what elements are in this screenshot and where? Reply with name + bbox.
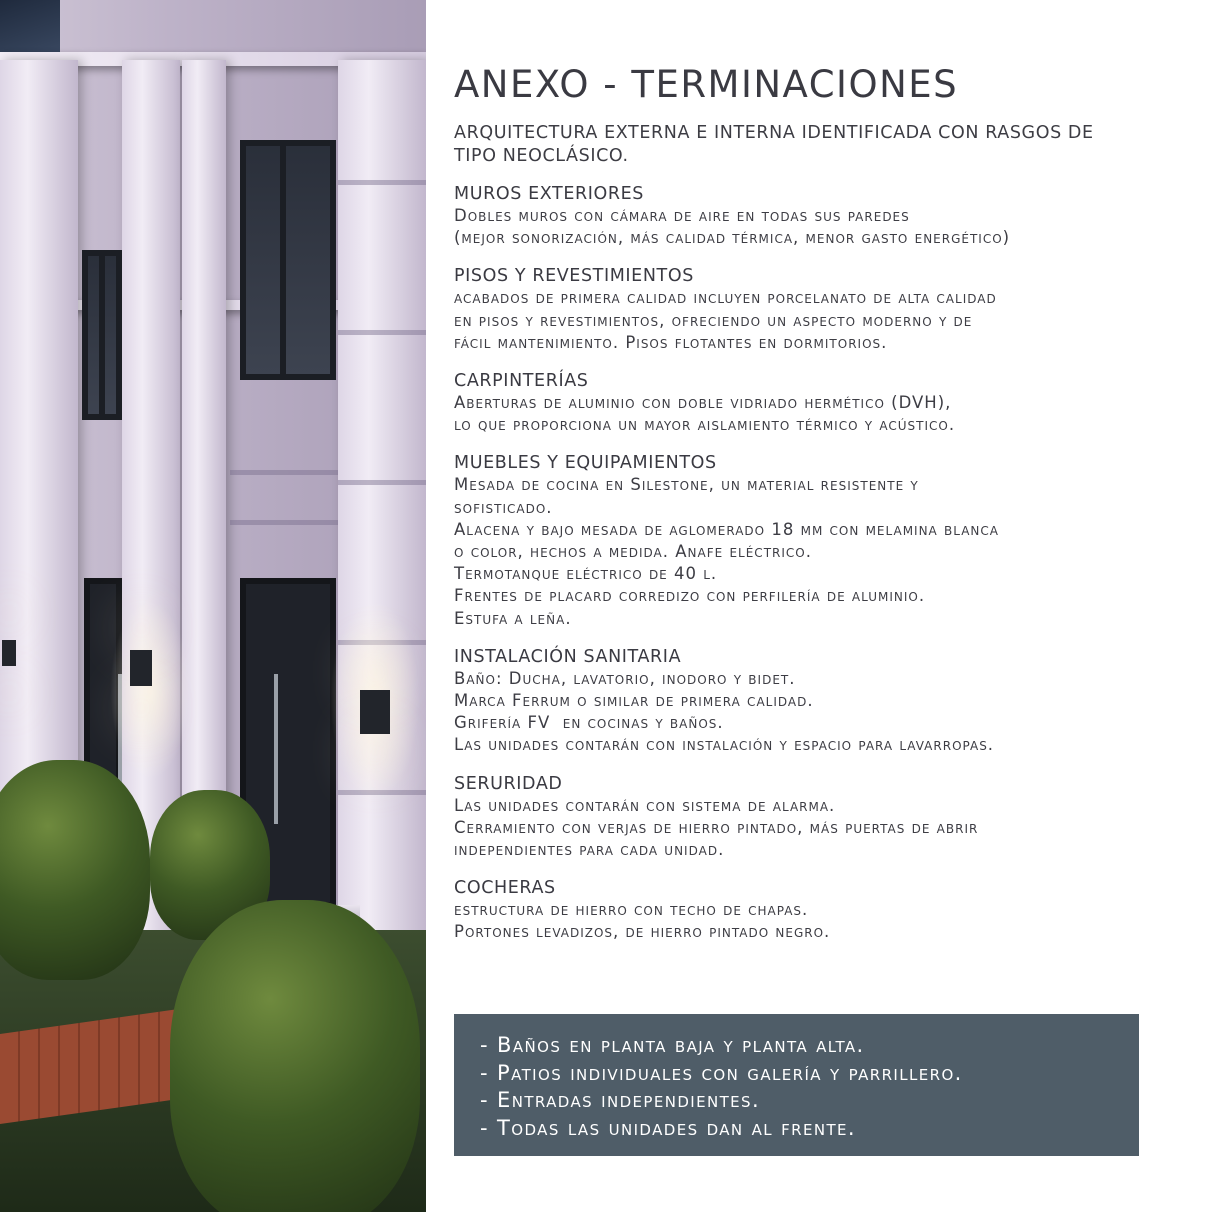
section-body: acabados de primera calidad incluyen porcelanato de alta calidad en pisos y revestimientos, ofreciendo un aspecto moderno y de fácil mantenimiento. Pisos flotantes en dormitorios. <box>454 288 997 352</box>
section-heading: PISOS Y REVESTIMIENTOS <box>454 266 694 287</box>
wall-light-glow <box>110 600 190 780</box>
section-body: Mesada de cocina en Silestone, un material resistente y sofisticado. Alacena y bajo mesada de aglomerado 18 mm con melamina blanca o color, hechos a medida. Anafe eléctrico. Termotanque eléctrico de 40 l. Frentes de placard corredizo con perfilería de aluminio. Estufa a leña. <box>454 475 999 628</box>
window <box>82 250 122 420</box>
section-body: estructura de hierro con techo de chapas. Portones levadizos, de hierro pintado negro. <box>454 900 831 942</box>
section-pisos-revestimientos <box>454 265 1194 354</box>
section-body: Aberturas de aluminio con doble vidriado hermético (DVH), lo que proporciona un mayor aislamiento térmico y acústico. <box>454 393 956 435</box>
facade-band <box>338 180 426 185</box>
section-body: Baño: Ducha, lavatorio, inodoro y bidet. Marca Ferrum o similar de primera calidad. Grifería FV en cocinas y baños. Las unidades contarán con instalación y espacio para lavarropas. <box>454 668 995 755</box>
page-title: ANEXO - TERMINACIONES <box>454 63 959 106</box>
hedge-bush <box>170 900 420 1212</box>
wall-lamp-icon <box>360 690 390 734</box>
section-heading: CARPINTERÍAS <box>454 371 589 392</box>
section-instalacion-sanitaria <box>454 646 1194 757</box>
hedge-bush <box>0 760 150 980</box>
highlight-item: - Entradas independientes. <box>480 1088 761 1112</box>
section-heading: INSTALACIÓN SANITARIA <box>454 646 682 667</box>
facade-band <box>230 520 338 525</box>
section-heading: SERURIDAD <box>454 773 563 794</box>
intro-line: ARQUITECTURA EXTERNA E INTERNA IDENTIFICADA CON RASGOS DE TIPO NEOCLÁSICO. <box>454 123 1094 166</box>
facade-band <box>230 470 338 475</box>
section-heading: MUROS EXTERIORES <box>454 184 645 204</box>
night-sky <box>0 0 60 60</box>
pilaster <box>338 60 426 1000</box>
wall-lamp-icon <box>2 640 16 666</box>
highlight-item: - Patios individuales con galería y parrillero. <box>480 1060 963 1085</box>
facade-band <box>338 330 426 335</box>
section-heading: COCHERAS <box>454 878 556 899</box>
section-carpinterias <box>454 370 1194 436</box>
section-body: Dobles muros con cámara de aire en todas sus paredes (mejor sonorización, más calidad térmica, menor gasto energético) <box>454 206 1011 248</box>
highlight-item: - Todas las unidades dan al frente. <box>480 1115 856 1140</box>
facade-band <box>338 480 426 485</box>
section-muebles-equipamientos <box>454 452 1194 629</box>
terminaciones-content <box>454 62 1194 944</box>
section-muros-exteriores <box>454 183 1194 249</box>
section-heading: MUEBLES Y EQUIPAMIENTOS <box>454 453 717 474</box>
section-body: Las unidades contarán con sistema de alarma. Cerramiento con verjas de hierro pintado, más puertas de abrir independientes para cada unidad. <box>454 795 979 860</box>
intro-text <box>454 122 1194 167</box>
highlights-box <box>454 1014 1139 1156</box>
building-facade-photo <box>0 0 426 1212</box>
highlight-item: - Baños en planta baja y planta alta. <box>480 1033 865 1057</box>
section-cocheras <box>454 877 1194 943</box>
section-seguridad <box>454 773 1194 862</box>
window <box>240 140 336 380</box>
wall-lamp-icon <box>130 650 152 686</box>
